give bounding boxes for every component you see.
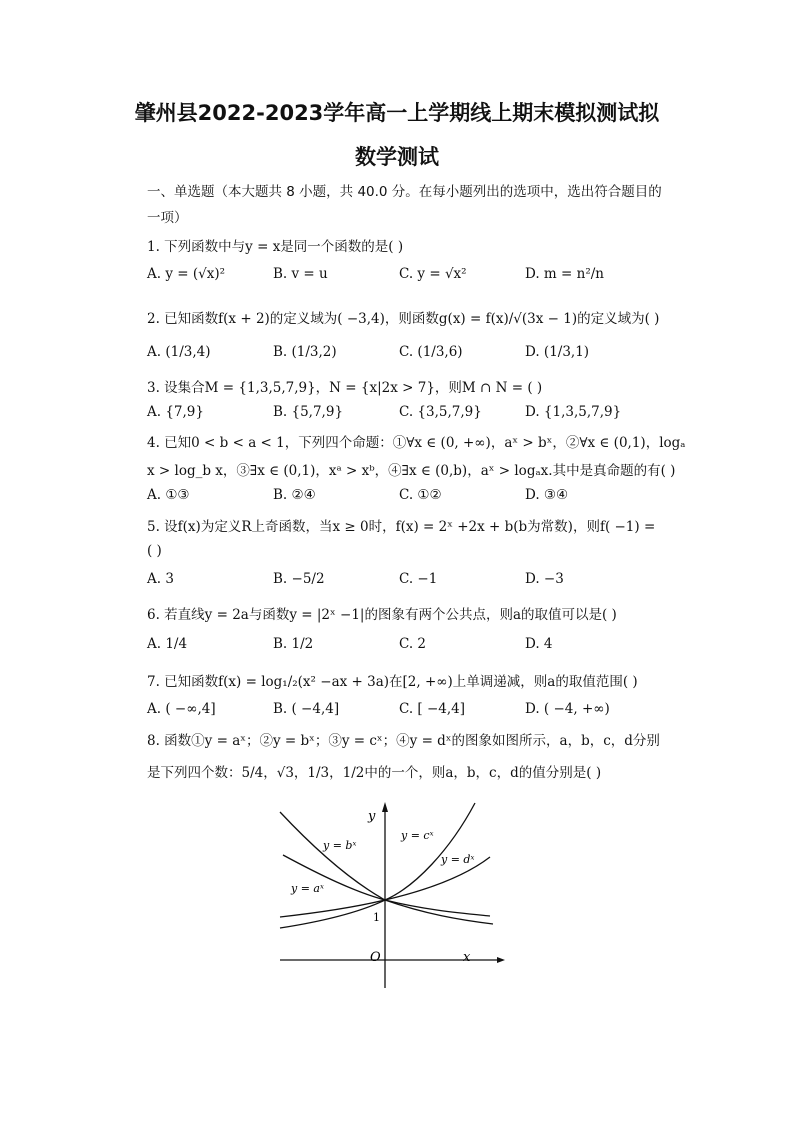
x-axis-label: x <box>463 950 471 965</box>
option-d: D. m = n²/n <box>525 266 604 282</box>
option-b: B. ②④ <box>273 487 316 503</box>
question-2-stem: 2. 已知函数f(x + 2)的定义域为( −3,4)，则函数g(x) = f(x)/√(3x − 1)的定义域为( ) <box>147 311 660 327</box>
question-3-stem: 3. 设集合M = {1,3,5,7,9}，N = {x|2x > 7}，则M ∩ N = ( ) <box>147 380 543 396</box>
option-a: A. 1/4 <box>147 636 188 652</box>
option-d: D. 4 <box>525 636 553 652</box>
question-8-stem-cont: 是下列四个数：5/4，√3，1/3，1/2中的一个，则a，b，c，d的值分别是( ) <box>147 765 602 781</box>
y-axis-arrow <box>382 802 388 812</box>
question-6-options <box>147 636 667 658</box>
x-axis-arrow <box>497 957 505 963</box>
option-a: A. ①③ <box>147 487 190 503</box>
question-5-options <box>147 571 667 593</box>
question-4-stem-cont: x > log_b x，③∃x ∈ (0,1)，xᵃ > xᵇ，④∃x ∈ (0,b)，aˣ > logₐx.其中是真命题的有( ) <box>147 463 676 479</box>
option-d: D. {1,3,5,7,9} <box>525 404 622 420</box>
option-c: C. 2 <box>399 636 427 652</box>
option-d: D. (1/3,1) <box>525 344 590 360</box>
option-b: B. ( −4,4] <box>273 701 340 717</box>
page-subtitle: 数学测试 <box>355 145 439 169</box>
option-c: C. y = √x² <box>399 266 467 282</box>
intercept-label: 1 <box>373 911 380 924</box>
section-heading: 一、单选题（本大题共 8 小题，共 40.0 分。在每小题列出的选项中，选出符合题目的 <box>147 184 662 200</box>
option-d: D. −3 <box>525 571 564 587</box>
question-6-stem: 6. 若直线y = 2a与函数y = |2ˣ −1|的图象有两个公共点，则a的取值可以是( ) <box>147 607 617 623</box>
question-2-options <box>147 344 667 366</box>
option-d: D. ③④ <box>525 487 569 503</box>
option-b: B. −5/2 <box>273 571 325 587</box>
question-1-options <box>147 266 667 288</box>
option-c: C. ①② <box>399 487 442 503</box>
option-c: C. (1/3,6) <box>399 344 463 360</box>
question-7-options <box>147 701 667 723</box>
option-a: A. ( −∞,4] <box>147 701 216 717</box>
curve-b-label: y = bˣ <box>323 839 357 852</box>
question-5-stem-cont: ( ) <box>147 543 162 559</box>
option-c: C. −1 <box>399 571 438 587</box>
curve-c-label: y = cˣ <box>401 829 434 842</box>
option-b: B. {5,7,9} <box>273 404 344 420</box>
section-heading-cont: 一项） <box>147 210 188 226</box>
question-8-stem: 8. 函数①y = aˣ；②y = bˣ；③y = cˣ；④y = dˣ的图象如图所示，a，b，c，d分别 <box>147 733 660 749</box>
option-a: A. y = (√x)² <box>147 266 226 282</box>
curve-a-label: y = aˣ <box>291 882 324 895</box>
exponential-graph-figure <box>275 800 505 990</box>
option-b: B. v = u <box>273 266 328 282</box>
question-3-options <box>147 404 667 426</box>
question-5-stem: 5. 设f(x)为定义R上奇函数，当x ≥ 0时，f(x) = 2ˣ +2x + b(b为常数)，则f( −1) = <box>147 519 656 535</box>
option-a: A. (1/3,4) <box>147 344 211 360</box>
option-a: A. 3 <box>147 571 174 587</box>
question-4-stem: 4. 已知0 < b < a < 1，下列四个命题：①∀x ∈ (0, +∞)，aˣ > bˣ，②∀x ∈ (0,1)，logₐ <box>147 435 686 451</box>
curve-d-label: y = dˣ <box>441 853 475 866</box>
question-7-stem: 7. 已知函数f(x) = log₁/₂(x² −ax + 3a)在[2, +∞)上单调递减，则a的取值范围( ) <box>147 674 638 690</box>
option-c: C. {3,5,7,9} <box>399 404 482 420</box>
page-title: 肇州县2022-2023学年高一上学期线上期末模拟测试拟 <box>134 101 660 125</box>
question-1-stem: 1. 下列函数中与y = x是同一个函数的是( ) <box>147 239 404 255</box>
option-b: B. (1/3,2) <box>273 344 337 360</box>
y-axis-label: y <box>368 809 376 824</box>
option-a: A. {7,9} <box>147 404 204 420</box>
option-b: B. 1/2 <box>273 636 314 652</box>
origin-label: O <box>370 950 381 965</box>
option-d: D. ( −4, +∞) <box>525 701 610 717</box>
question-4-options <box>147 487 667 509</box>
option-c: C. [ −4,4] <box>399 701 466 717</box>
curve-a <box>280 812 493 924</box>
